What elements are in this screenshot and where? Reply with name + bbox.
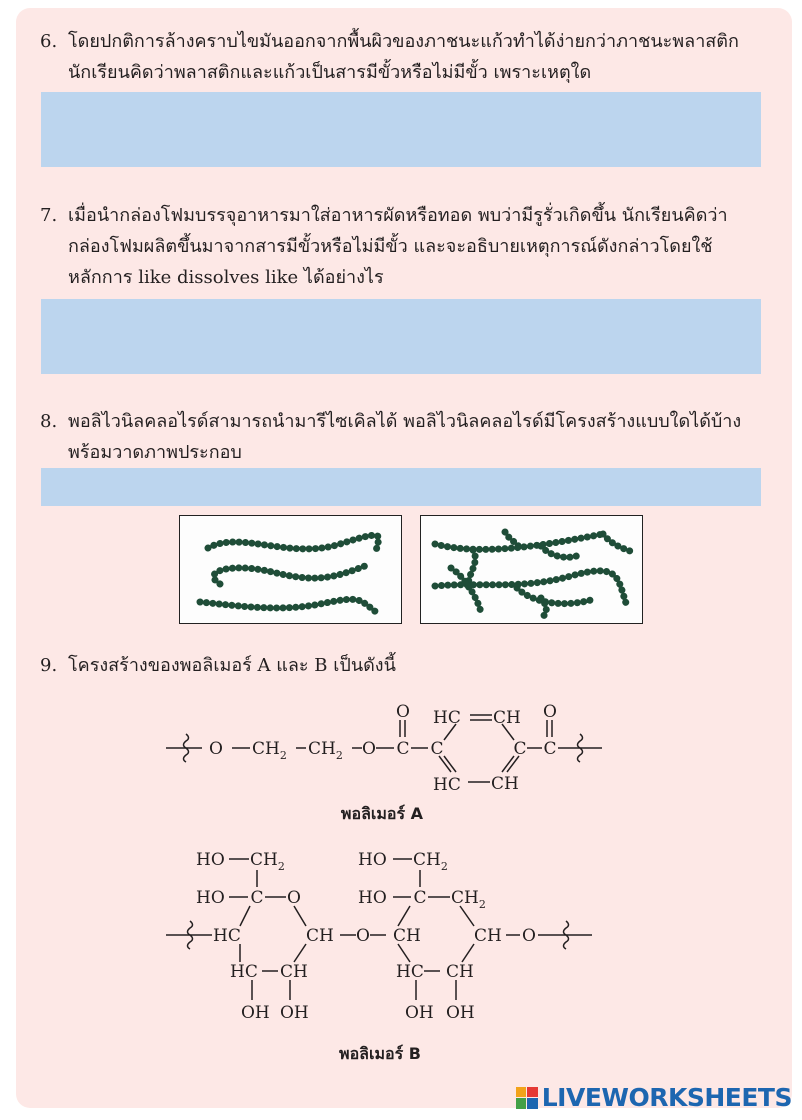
carbonyl-oxygen-label: O — [543, 702, 557, 722]
polymer-chain — [517, 588, 591, 604]
answer-field-7[interactable] — [41, 299, 761, 374]
polymer-a-structure — [0, 690, 802, 830]
bridge-oxygen-label: O — [356, 926, 370, 946]
question-number: 8. — [40, 411, 58, 432]
liveworksheets-icon — [516, 1087, 538, 1109]
question-text-line: พร้อมวาดภาพประกอบ — [68, 442, 242, 463]
branched-chains-figure — [421, 516, 642, 623]
linear-polymer-illustration — [179, 515, 402, 624]
question-text-line: พอลิไวนิลคลอไรด์สามารถนำมารีไซเคิลได้ พอลิไวนิลคลอไรด์มีโครงสร้างแบบใดได้บ้าง — [68, 411, 742, 432]
question-text-line: เมื่อนำกล่องโฟมบรรจุอาหารมาใส่อาหารผัดหรือทอด พบว่ามีรูรั่วเกิดขึ้น นักเรียนคิดว่า — [68, 205, 728, 226]
carbonyl-carbon-label: C — [396, 739, 410, 759]
ch2-label: $CH_2$ — [250, 850, 285, 873]
ch2-label: $CH_2$ — [413, 850, 448, 873]
ch2-label: $CH_2$ — [308, 739, 343, 762]
answer-field-6[interactable] — [41, 92, 761, 167]
linear-chains-figure — [180, 516, 401, 623]
brand-name: LIVEWORKSHEETS — [541, 1083, 792, 1112]
hydroxyl-label: OH — [241, 1003, 270, 1023]
ring-ch-label: CH — [491, 774, 519, 794]
hydroxyl-label: HO — [196, 850, 225, 870]
polymer-chain — [541, 598, 546, 618]
ring-ch-label: CH — [280, 962, 308, 982]
carbonyl-oxygen-label: O — [396, 702, 410, 722]
question-7 — [40, 200, 728, 293]
carbonyl-carbon-label: C — [543, 739, 557, 759]
ring-hc-label: HC — [433, 775, 461, 795]
ring-ch-label: CH — [493, 708, 521, 728]
ring-oxygen-label: O — [287, 888, 301, 908]
polymer-b-structure — [0, 840, 802, 1070]
hydroxyl-label: OH — [280, 1003, 309, 1023]
hydroxyl-label: HO — [358, 888, 387, 908]
ring-hc-label: HC — [433, 708, 461, 728]
ring-ch-label: CH — [393, 926, 421, 946]
ring-carbon-label: C — [250, 888, 264, 908]
polymer-chain — [603, 534, 633, 552]
question-8 — [40, 406, 741, 468]
liveworksheets-logo[interactable] — [516, 1083, 792, 1112]
polymer-chain — [214, 564, 370, 584]
question-text-line: หลักการ like dissolves like ได้อย่างไร — [68, 267, 384, 288]
polymer-chain — [208, 535, 379, 552]
ring-ch-label: CH — [474, 926, 502, 946]
hydroxyl-label: HO — [196, 888, 225, 908]
ring-hc-label: HC — [396, 962, 424, 982]
polymer-chain — [541, 546, 581, 557]
question-text-line: โครงสร้างของพอลิเมอร์ A และ B เป็นดังนี้ — [68, 655, 396, 676]
question-text-line: โดยปกติการล้างคราบไขมันออกจากพื้นผิวของภาชนะแก้วทำได้ง่ายกว่าภาชนะพลาสติก — [68, 31, 739, 52]
ring-hc-label: HC — [213, 926, 241, 946]
polymer-b-caption: พอลิเมอร์ B — [339, 1044, 421, 1063]
polymer-chain — [200, 599, 376, 612]
question-number: 6. — [40, 31, 58, 52]
oxygen-label: O — [362, 739, 376, 759]
branched-polymer-illustration — [420, 515, 643, 624]
ch2-label: $CH_2$ — [252, 739, 287, 762]
ring-hc-label: HC — [230, 962, 258, 982]
ring-carbon-label: C — [430, 739, 444, 759]
polymer-a-caption: พอลิเมอร์ A — [340, 804, 424, 823]
question-text-line: นักเรียนคิดว่าพลาสติกและแก้วเป็นสารมีขั้วหรือไม่มีขั้ว เพราะเหตุใด — [68, 62, 592, 83]
ring-ch-label: CH — [446, 962, 474, 982]
answer-field-8[interactable] — [41, 468, 761, 506]
question-number: 7. — [40, 205, 58, 226]
ring-carbon-label: C — [513, 739, 527, 759]
question-9 — [40, 650, 396, 681]
question-text-line: กล่องโฟมผลิตขึ้นมาจากสารมีขั้วหรือไม่มีขั้ว และจะอธิบายเหตุการณ์ดังกล่าวโดยใช้ — [68, 236, 713, 257]
ch2-label: $CH_2$ — [451, 888, 486, 911]
hydroxyl-label: OH — [446, 1003, 475, 1023]
ring-ch-label: CH — [306, 926, 334, 946]
hydroxyl-label: HO — [358, 850, 387, 870]
polymer-chain — [451, 568, 481, 614]
question-number: 9. — [40, 655, 58, 676]
ring-carbon-label: C — [413, 888, 427, 908]
question-6 — [40, 26, 739, 88]
bridge-oxygen-label: O — [522, 926, 536, 946]
oxygen-label: O — [209, 739, 223, 759]
hydroxyl-label: OH — [405, 1003, 434, 1023]
